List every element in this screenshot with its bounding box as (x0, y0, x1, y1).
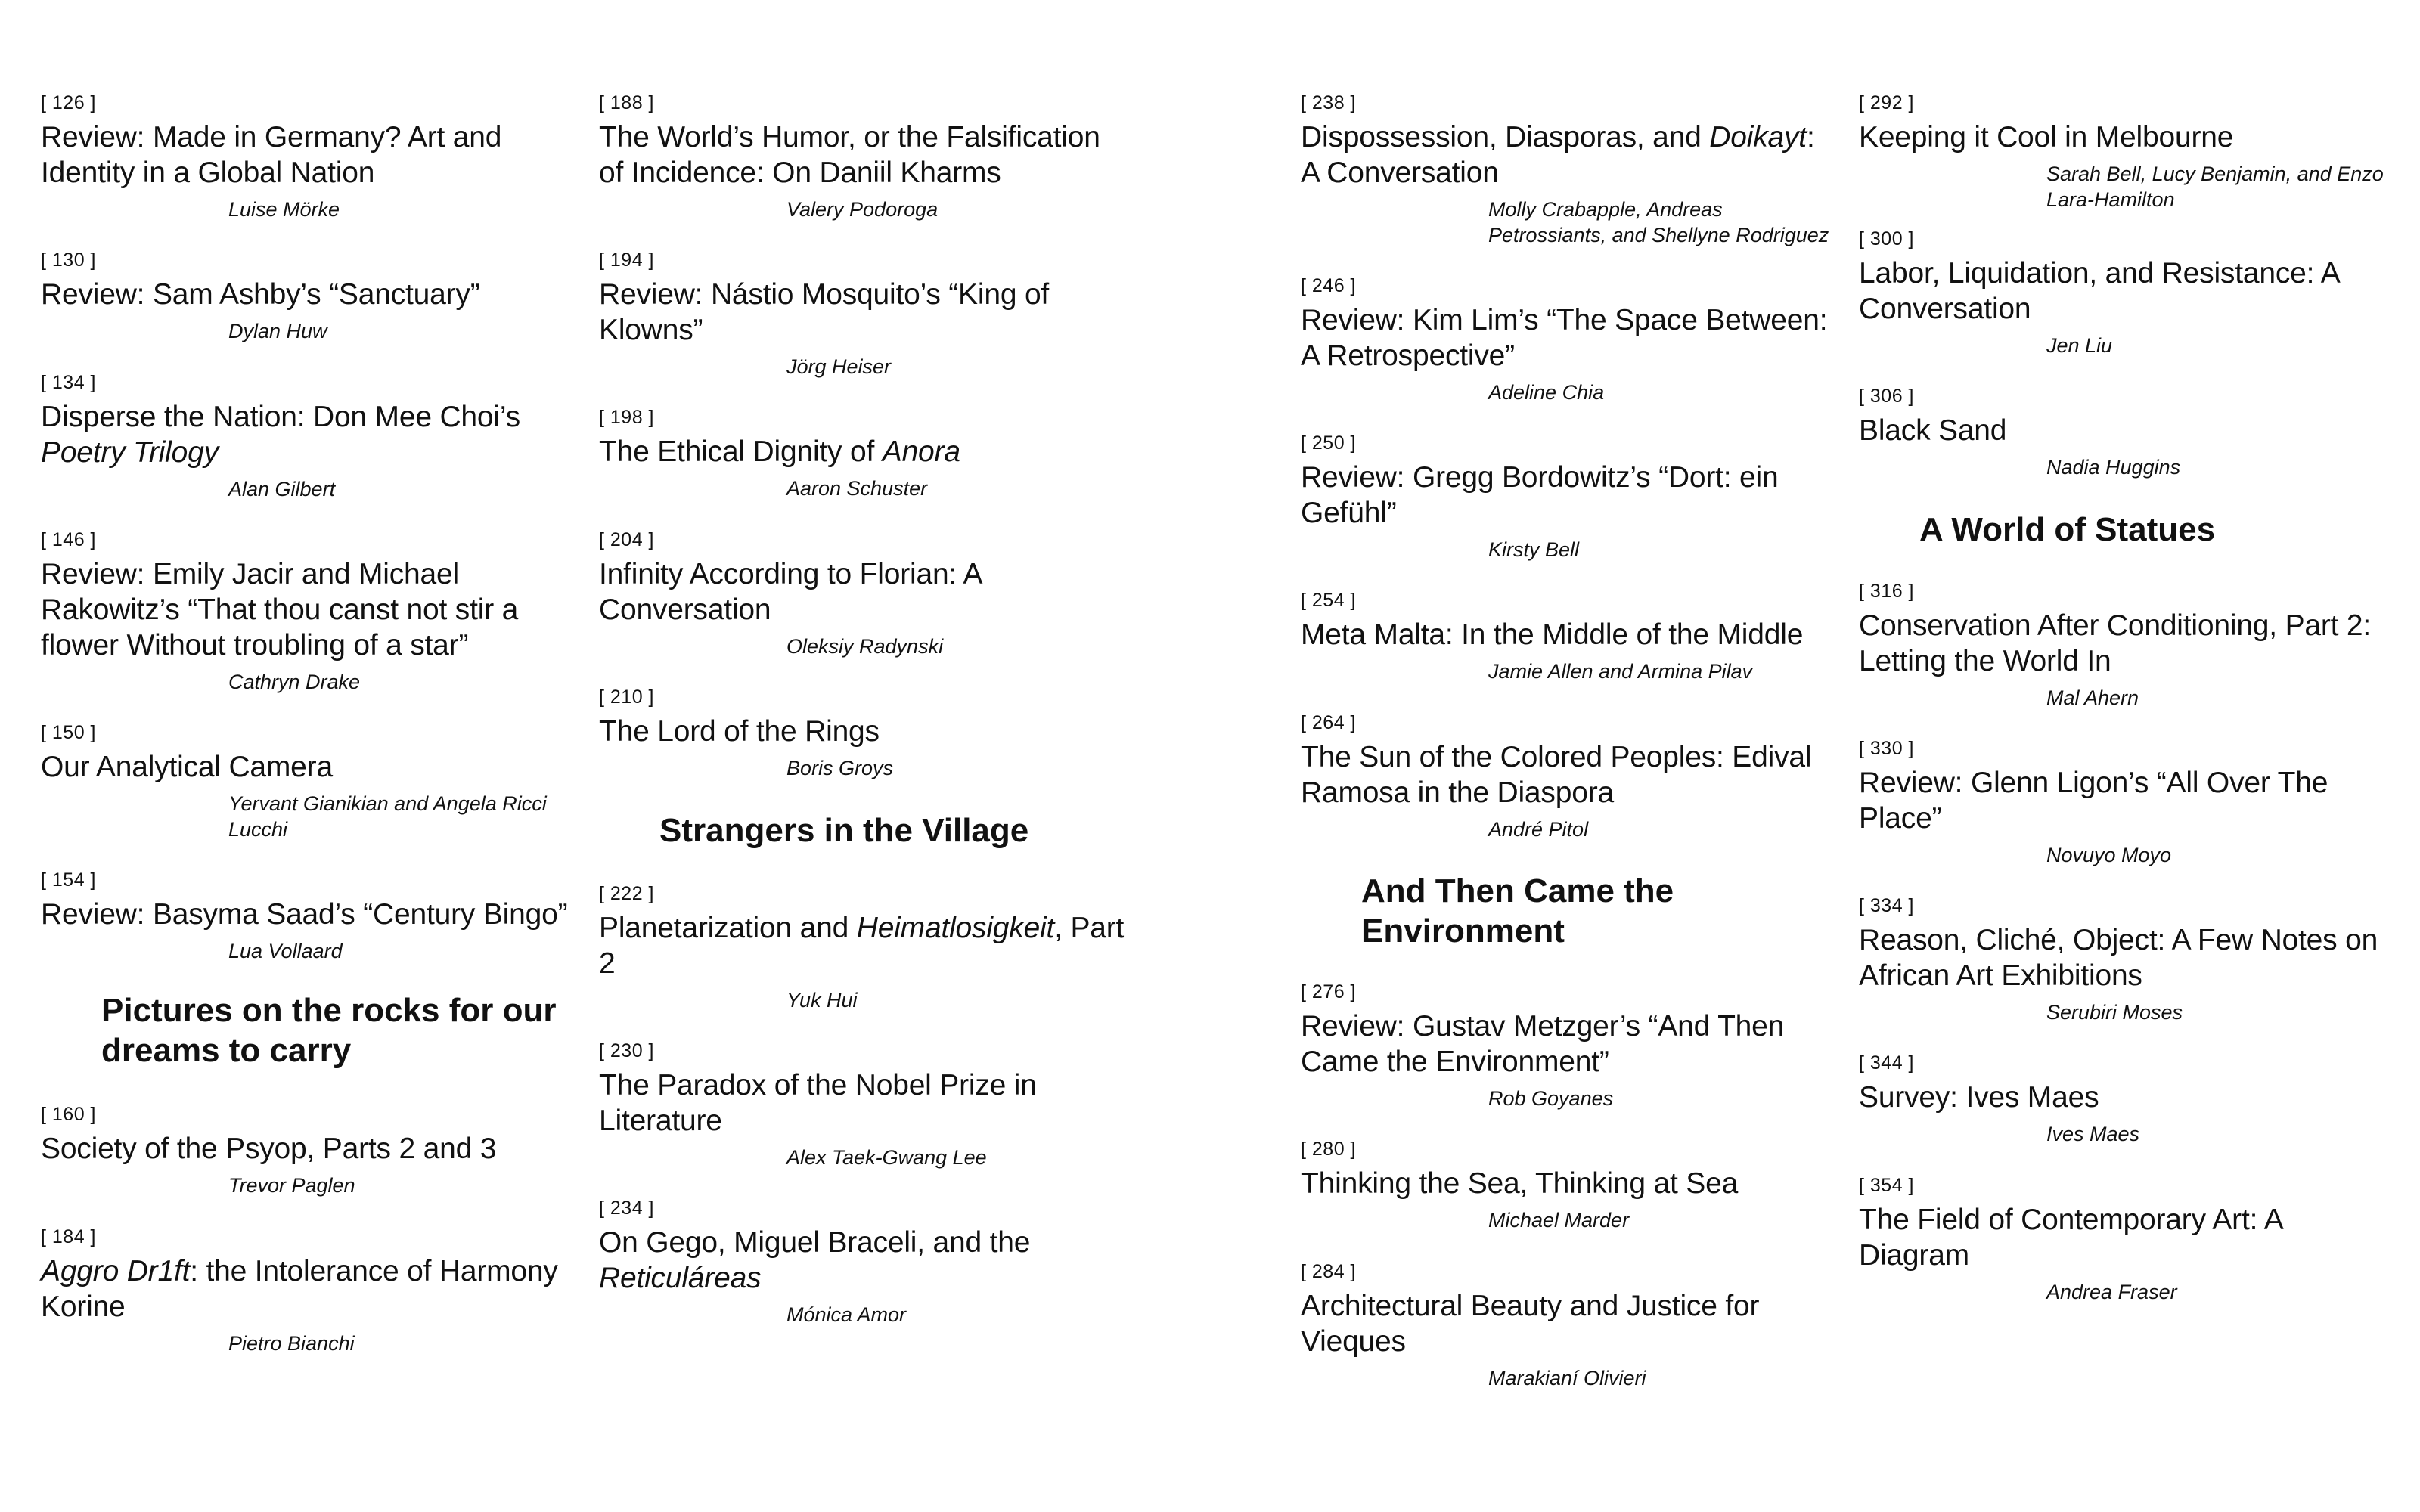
section-heading: Strangers in the Village (659, 812, 1029, 849)
entry-author: Novuyo Moyo (2046, 844, 2172, 866)
page-number: [ 198 ] (599, 407, 654, 428)
entry-title: Review: Gustav Metzger’s “And Then Came the Environment” (1301, 1010, 1785, 1078)
entry-title: The Paradox of the Nobel Prize in Literature (599, 1069, 1037, 1137)
page-number: [ 250 ] (1301, 432, 1356, 454)
toc-entry[interactable] (599, 528, 1128, 659)
entry-title: Keeping it Cool in Melbourne (1859, 121, 2234, 153)
entry-title: Review: Sam Ashby’s “Sanctuary” (41, 278, 480, 311)
toc-entry[interactable] (41, 91, 570, 222)
entry-title: Review: Basyma Saad’s “Century Bingo” (41, 898, 568, 931)
entry-title: Society of the Psyop, Parts 2 and 3 (41, 1132, 497, 1165)
entry-author: Aaron Schuster (786, 477, 928, 500)
toc-entry[interactable] (41, 528, 570, 695)
page-number: [ 300 ] (1859, 228, 1914, 249)
entry-title: Our Analytical Camera (41, 751, 333, 783)
page-number: [ 354 ] (1859, 1175, 1914, 1196)
entry-author: Andrea Fraser (2046, 1281, 2177, 1303)
entry-title: Reason, Cliché, Object: A Few Notes on African Art Exhibitions (1859, 924, 2378, 992)
entry-title: Review: Emily Jacir and Michael Rakowitz’s “That thou canst not stir a flower Without troubling of a star” (41, 558, 519, 662)
section-heading: And Then Came the Environment (1361, 872, 1674, 950)
toc-entry[interactable] (41, 248, 570, 344)
entry-author: Yervant Gianikian and Angela Ricci Lucchi (228, 792, 547, 841)
page-number: [ 292 ] (1859, 92, 1914, 113)
entry-title: On Gego, Miguel Braceli, and the Reticuláreas (599, 1226, 1031, 1294)
page-number: [ 130 ] (41, 249, 96, 271)
entry-author: Sarah Bell, Lucy Benjamin, and Enzo Lara-Hamilton (2046, 163, 2384, 211)
section-heading: A World of Statues (1919, 511, 2216, 548)
entry-author: Mónica Amor (786, 1303, 907, 1326)
toc-entry[interactable] (599, 91, 1128, 222)
page-number: [ 254 ] (1301, 590, 1356, 611)
page-number: [ 276 ] (1301, 981, 1356, 1002)
entry-author: Boris Groys (786, 757, 894, 779)
page-number: [ 330 ] (1859, 738, 1914, 759)
page-number: [ 238 ] (1301, 92, 1356, 113)
toc-entry[interactable] (1859, 384, 2388, 480)
entry-author: Oleksiy Radynski (786, 635, 944, 658)
entry-title: Infinity According to Florian: A Conversation (599, 558, 982, 626)
toc-entry[interactable] (41, 1225, 570, 1356)
entry-author: Jamie Allen and Armina Pilav (1488, 660, 1753, 683)
entry-title: The Lord of the Rings (599, 715, 880, 748)
toc-entry[interactable] (599, 881, 1128, 1013)
entry-title: Dispossession, Diasporas, and Doikayt: A Conversation (1301, 121, 1815, 189)
entry-author: Cathryn Drake (228, 671, 361, 693)
entry-title: Disperse the Nation: Don Mee Choi’s Poetry Trilogy (41, 401, 520, 469)
entry-author: Mal Ahern (2046, 686, 2139, 709)
entry-author: Michael Marder (1488, 1209, 1630, 1232)
toc-entry[interactable] (1859, 736, 2388, 868)
entry-title: The Field of Contemporary Art: A Diagram (1859, 1204, 2282, 1272)
page-number: [ 188 ] (599, 92, 654, 113)
entry-title: The World’s Humor, or the Falsification of Incidence: On Daniil Kharms (599, 121, 1100, 189)
entry-title: Conservation After Conditioning, Part 2: Letting the World In (1859, 609, 2372, 677)
entry-title: Meta Malta: In the Middle of the Middle (1301, 618, 1804, 651)
toc-entry[interactable] (599, 1039, 1128, 1170)
entry-title: Review: Glenn Ligon’s “All Over The Place” (1859, 767, 2328, 835)
entry-author: Molly Crabapple, Andreas Petrossiants, and Shellyne Rodriguez (1488, 198, 1829, 246)
entry-author: André Pitol (1488, 818, 1589, 841)
entry-author: Yuk Hui (786, 989, 858, 1012)
page-number: [ 126 ] (41, 92, 96, 113)
entry-title: Black Sand (1859, 414, 2007, 447)
entry-author: Nadia Huggins (2046, 456, 2181, 479)
entry-author: Valery Podoroga (786, 198, 939, 221)
toc-entry[interactable] (1301, 980, 1830, 1111)
page-number: [ 146 ] (41, 529, 96, 550)
entry-author: Serubiri Moses (2046, 1001, 2183, 1024)
entry-author: Lua Vollaard (228, 940, 343, 962)
toc-entry[interactable] (1859, 579, 2388, 711)
entry-author: Alan Gilbert (228, 478, 336, 500)
entry-author: Dylan Huw (228, 320, 327, 342)
page-number: [ 306 ] (1859, 386, 1914, 407)
entry-author: Jen Liu (2046, 334, 2113, 357)
toc-entry[interactable] (41, 720, 570, 842)
entry-author: Ives Maes (2046, 1123, 2140, 1145)
entry-title: The Sun of the Colored Peoples: Edival Ramosa in the Diaspora (1301, 741, 1812, 809)
toc-entry[interactable] (1301, 274, 1830, 405)
entry-title: Labor, Liquidation, and Resistance: A Conversation (1859, 257, 2339, 325)
toc-entry[interactable] (599, 248, 1128, 380)
page-number: [ 334 ] (1859, 895, 1914, 916)
entry-author: Pietro Bianchi (228, 1332, 355, 1355)
entry-title: Survey: Ives Maes (1859, 1081, 2099, 1114)
toc-entry[interactable] (41, 370, 570, 502)
entry-author: Adeline Chia (1488, 381, 1605, 404)
toc-entry[interactable] (599, 1196, 1128, 1328)
page-number: [ 234 ] (599, 1198, 654, 1219)
entry-author: Luise Mörke (228, 198, 340, 221)
toc-entry[interactable] (1301, 711, 1830, 842)
entry-title: Review: Nástio Mosquito’s “King of Klowns” (599, 278, 1050, 346)
page-number: [ 316 ] (1859, 581, 1914, 602)
toc-entry[interactable] (1301, 588, 1830, 684)
entry-title: Architectural Beauty and Justice for Vieques (1301, 1290, 1760, 1358)
page-number: [ 222 ] (599, 883, 654, 904)
page-number: [ 184 ] (41, 1226, 96, 1247)
page-number: [ 284 ] (1301, 1261, 1356, 1282)
toc-entry[interactable] (1859, 894, 2388, 1025)
toc-entry[interactable] (1301, 91, 1830, 248)
toc-entry[interactable] (41, 1102, 570, 1198)
entry-title: Planetarization and Heimatlosigkeit, Part 2 (599, 912, 1125, 980)
toc-entry[interactable] (1301, 431, 1830, 562)
page-number: [ 280 ] (1301, 1139, 1356, 1160)
toc-entry[interactable] (599, 685, 1128, 781)
toc-entry[interactable] (1859, 1051, 2388, 1147)
toc-entry[interactable] (1859, 227, 2388, 358)
toc-entry[interactable] (1859, 91, 2388, 212)
entry-title: Review: Gregg Bordowitz’s “Dort: ein Gefühl” (1301, 461, 1779, 529)
page-number: [ 160 ] (41, 1104, 96, 1125)
entry-title: Aggro Dr1ft: the Intolerance of Harmony Korine (41, 1255, 558, 1323)
page-number: [ 230 ] (599, 1040, 654, 1061)
toc-entry[interactable] (1859, 1173, 2388, 1305)
page-number: [ 344 ] (1859, 1052, 1914, 1074)
toc-entry[interactable] (1301, 1137, 1830, 1233)
toc-entry[interactable] (41, 868, 570, 964)
page-number: [ 194 ] (599, 249, 654, 271)
entry-title: Review: Kim Lim’s “The Space Between: A Retrospective” (1301, 304, 1828, 372)
page-number: [ 150 ] (41, 722, 96, 743)
entry-title: The Ethical Dignity of Anora (599, 435, 960, 468)
page-number: [ 210 ] (599, 686, 654, 708)
page-number: [ 264 ] (1301, 712, 1356, 733)
entry-author: Alex Taek-Gwang Lee (786, 1146, 987, 1169)
toc-entry[interactable] (599, 405, 1128, 501)
page-number: [ 134 ] (41, 372, 96, 393)
entry-title: Thinking the Sea, Thinking at Sea (1301, 1167, 1739, 1200)
entry-author: Jörg Heiser (786, 355, 892, 378)
toc-entry[interactable] (1301, 1259, 1830, 1391)
page-number: [ 246 ] (1301, 275, 1356, 296)
section-heading: Pictures on the rocks for our dreams to carry (101, 992, 557, 1069)
page-number: [ 154 ] (41, 869, 96, 891)
entry-author: Kirsty Bell (1488, 538, 1580, 561)
entry-author: Trevor Paglen (228, 1174, 355, 1197)
entry-author: Rob Goyanes (1488, 1087, 1614, 1110)
entry-title: Review: Made in Germany? Art and Identity in a Global Nation (41, 121, 502, 189)
page-number: [ 204 ] (599, 529, 654, 550)
entry-author: Marakianí Olivieri (1488, 1367, 1646, 1390)
